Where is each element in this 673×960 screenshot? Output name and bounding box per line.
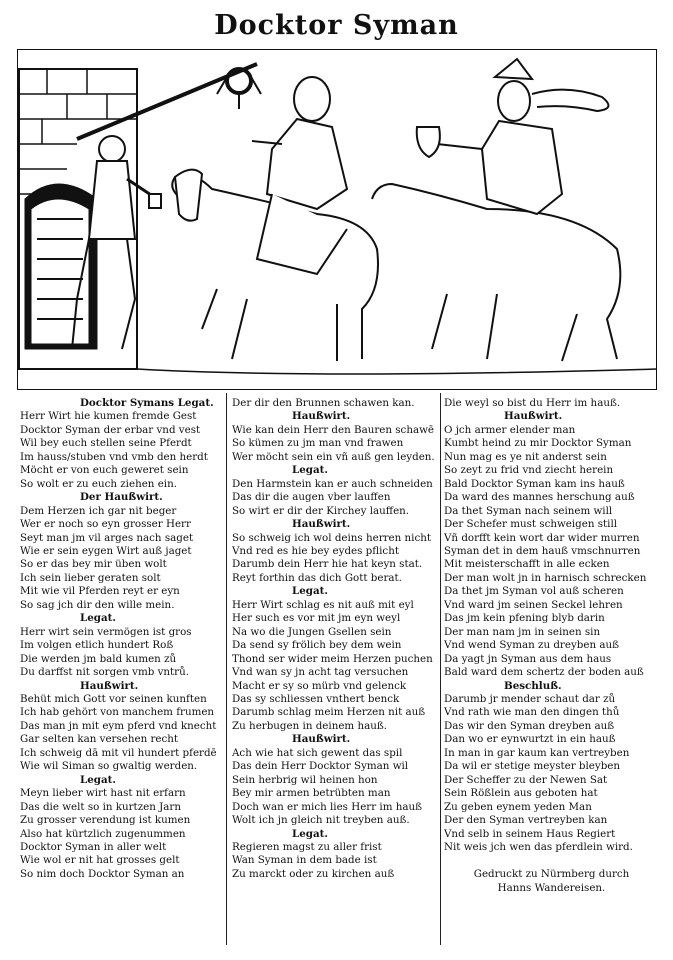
verse-line: Vñ dorfft kein wort dar wider murren [444, 531, 640, 544]
verse-line: Mit wie vil Pferden reyt er eyn [20, 585, 180, 598]
verse-line: Der den Syman vertreyben kan [444, 814, 608, 827]
speaker-heading: Haußwirt. [292, 410, 351, 423]
verse-line: Docktor Syman der erbar vnd vest [20, 423, 201, 436]
woodcut-illustration [17, 49, 657, 390]
speaker-heading: Haußwirt. [504, 410, 563, 423]
verse-line: Der Schefer must schweigen still [444, 518, 618, 531]
verse-line: Zu grosser verendung ist kumen [20, 814, 191, 827]
verse-line: Her such es vor mit jm eyn weyl [232, 612, 401, 625]
verse-line: Der man wolt jn in harnisch schrecken [444, 571, 647, 584]
verse-line: Im volgen etlich hundert Roß [20, 639, 174, 652]
verse-line: Macht er sy so mürb vnd gelenck [232, 679, 407, 692]
verse-line: Herr Wirt schlag es nit auß mit eyl [232, 598, 414, 611]
verse-line: Dem Herzen ich gar nit beger [20, 504, 177, 517]
verse-line: Wolt ich jn gleich nit treyben auß. [232, 814, 410, 827]
speaker-heading: Haußwirt. [80, 679, 139, 692]
verse-line: Sein Rößlein aus geboten hat [444, 787, 598, 800]
verse-line: Das dir die augen vber lauffen [232, 491, 391, 504]
verse-line: So wirt er dir der Kirchey lauffen. [232, 504, 410, 517]
text-column-middle [232, 397, 438, 881]
verse-line: Da yagt jn Syman aus dem haus [444, 652, 612, 665]
speaker-heading: Legat. [292, 827, 329, 840]
column-divider-right [440, 393, 441, 945]
speaker-heading: Beschluß. [504, 679, 562, 692]
verse-line: Na wo die Jungen Gsellen sein [232, 625, 392, 638]
verse-line: Zu marckt oder zu kirchen auß [232, 867, 395, 880]
speaker-heading: Der Haußwirt. [80, 491, 163, 504]
speaker-heading: Legat. [292, 585, 329, 598]
verse-line: Das dein Herr Docktor Syman wil [232, 760, 409, 773]
verse-line: Das die welt so in kurtzen Jarn [20, 800, 181, 813]
verse-line: Möcht er von euch geweret sein [20, 464, 189, 477]
verse-line: Ich schweig dā mit vil hundert pferdē [20, 746, 217, 759]
verse-line: Zu herbugen in deinem hauß. [232, 719, 388, 732]
verse-line: Nun mag es ye nit anderst sein [444, 450, 607, 463]
verse-line: Herr wirt sein vermögen ist gros [20, 625, 192, 638]
verse-line: Vnd ward jm seinen Seckel lehren [444, 598, 623, 611]
verse-line: Vnd rath wie man den dingen thů [444, 706, 620, 719]
verse-line: Zu geben eynem yeden Man [444, 800, 592, 813]
verse-line: Darumb schlag meim Herzen nit auß [232, 706, 426, 719]
verse-line: Da ward des mannes herschung auß [444, 491, 635, 504]
imprint-line: Hanns Wandereisen. [497, 881, 606, 894]
verse-line: Behüt mich Gott vor seinen kunften [20, 692, 207, 705]
verse-line: Darumb dein Herr hie hat keyn stat. [232, 558, 423, 571]
verse-line: So er das bey mir üben wolt [20, 558, 167, 571]
verse-line: Da thet jm Syman vol auß scheren [444, 585, 624, 598]
verse-line: Reyt forthin das dich Gott berat. [232, 571, 402, 584]
verse-line: So wolt er zu euch ziehen ein. [20, 477, 177, 490]
verse-line: Du darffst nit sorgen vmb vntrů. [20, 666, 190, 679]
verse-line: Das man jn mit eym pferd vnd knecht [20, 719, 217, 732]
verse-line: So nim doch Docktor Syman an [20, 867, 185, 880]
verse-line: So sag jch dir den wille mein. [20, 598, 175, 611]
verse-line: Ich hab gehört von manchem frumen [20, 706, 215, 719]
verse-line: Nit weis jch wen das pferdlein wird. [444, 840, 633, 853]
verse-line: Regieren magst zu aller frist [232, 840, 382, 853]
verse-line: Wil bey euch stellen seine Pferdt [20, 437, 192, 450]
verse-line: Dan wo er eynwurtzt in ein hauß [444, 733, 616, 746]
verse-line: Vnd selb in seinem Haus Regiert [444, 827, 616, 840]
verse-line: Wer möcht sein ein vñ auß gen leyden. [232, 450, 435, 463]
verse-line: Im hauss/stuben vnd vmb den herdt [20, 450, 208, 463]
verse-line: So zeyt zu frid vnd ziecht herein [444, 464, 614, 477]
page-title: Docktor Syman [214, 10, 459, 41]
verse-line: Da thet Syman nach seinem will [444, 504, 613, 517]
verse-line: So kümen zu jm man vnd frawen [232, 437, 404, 450]
verse-line: Meyn lieber wirt hast nit erfarn [20, 787, 186, 800]
verse-line: Die weyl so bist du Herr im hauß. [444, 397, 621, 409]
verse-line: Ach wie hat sich gewent das spil [232, 746, 403, 759]
verse-line: Der dir den Brunnen schawen kan. [232, 397, 415, 409]
verse-line: Kumbt heind zu mir Docktor Syman [444, 437, 632, 450]
verse-line: Darumb jr mender schaut dar zů [444, 692, 616, 705]
verse-line: Syman det in dem hauß vmschnurren [444, 544, 641, 557]
verse-line: Das jm kein pfening blyb darin [444, 612, 605, 625]
verse-line: Da send sy frölich bey dem wein [232, 639, 402, 652]
imprint [444, 868, 659, 895]
verse-line: Wan Syman in dem bade ist [232, 854, 377, 867]
verse-line: Wie er sein eygen Wirt auß jaget [20, 544, 192, 557]
speaker-heading: Legat. [292, 464, 329, 477]
verse-line: O jch armer elender man [444, 423, 576, 436]
verse-line: Das sy schliessen vnthert benck [232, 692, 400, 705]
verse-line: Den Harmstein kan er auch schneiden [232, 477, 433, 490]
verse-line: Da wil er stetige meyster bleyben [444, 760, 621, 773]
verse-line: Wie kan dein Herr den Bauren schawē [232, 423, 434, 436]
speaker-heading: Haußwirt. [292, 518, 351, 531]
verse-line: Bey mir armen betrübten man [232, 787, 391, 800]
verse-line: Bald Docktor Syman kam ins hauß [444, 477, 625, 490]
text-column-right [444, 397, 659, 895]
verse-line: Sein herbrig wil heinen hon [232, 773, 378, 786]
imprint-line: Gedruckt zu Nürmberg durch [473, 868, 630, 881]
verse-line: Wie wil Siman so gwaltig werden. [20, 760, 198, 773]
verse-line: Herr Wirt hie kumen fremde Gest [20, 410, 197, 423]
verse-line: Wer er noch so eyn grosser Herr [20, 518, 191, 531]
verse-line: Ich sein lieber geraten solt [20, 571, 161, 584]
verse-line: Thond ser wider meim Herzen puchen [232, 652, 433, 665]
verse-line: In man in gar kaum kan vertreyben [444, 746, 630, 759]
speaker-heading: Legat. [80, 773, 117, 786]
speaker-heading: Haußwirt. [292, 733, 351, 746]
speaker-heading: Docktor Symans Legat. [80, 397, 214, 409]
verse-line: Docktor Syman in aller welt [20, 840, 167, 853]
verse-line: Bald ward dem schertz der boden auß [444, 666, 644, 679]
verse-line: Das wir den Syman dreyben auß [444, 719, 615, 732]
verse-line: Mit meisterschafft in alle ecken [444, 558, 610, 571]
verse-line: So schweig ich wol deins herren nicht [232, 531, 432, 544]
text-column-left [20, 397, 224, 881]
column-divider-left [226, 393, 227, 945]
verse-line: Vnd wend Syman zu dreyben auß [444, 639, 620, 652]
verse-line: Vnd wan sy jn acht tag versuchen [232, 666, 409, 679]
verse-line: Der man nam jm in seinen sin [444, 625, 601, 638]
verse-line: Vnd red es hie bey eydes pflicht [232, 544, 399, 557]
verse-line: Doch wan er mich lies Herr im hauß [232, 800, 423, 813]
verse-line: Seyt man jm vil arges nach saget [20, 531, 194, 544]
verse-line: Also hat kürtzlich zugenummen [20, 827, 186, 840]
verse-line: Wie wol er nit hat grosses gelt [20, 854, 180, 867]
verse-line: Der Scheffer zu der Newen Sat [444, 773, 608, 786]
speaker-heading: Legat. [80, 612, 117, 625]
verse-line: Gar selten kan versehen recht [20, 733, 179, 746]
verse-line: Die werden jm bald kumen zů [20, 652, 177, 665]
